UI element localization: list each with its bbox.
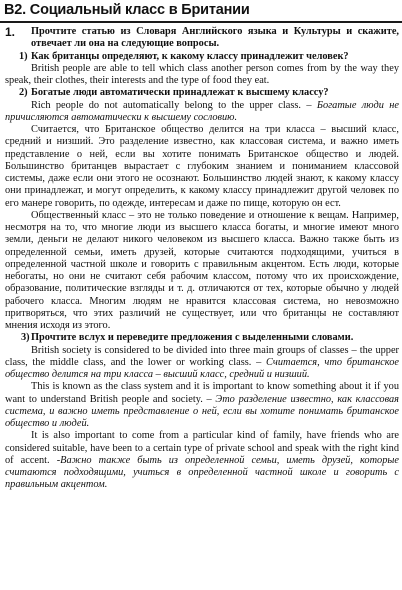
paragraph-3-russian: – Считается, что британское общество делится на три класса – высший класс, средний и низший. [5,356,399,380]
question-1-text: Как британцы определяют, к какому классу принадлежит человек? [31,50,349,62]
paragraph-4-russian: – Это разделение известно, как классовая система, и важно иметь представление о ней, если вы хотите понимать британское общество и людей. [5,393,399,429]
document-body [5,26,399,492]
question-3-number: 3) [21,332,30,344]
question-1-number: 1) [19,50,28,62]
question-2-number: 2) [19,87,28,99]
task-instruction [5,26,399,51]
paragraph-2: Общественный класс – это не только поведение и отношение к вещам. Например, несмотря на то, что многие люди из высшего класса богаты, и многие имеют много земли, деньги не делают никого человеком из высшего класса. Важно также быть из определенной семьи, иметь друзей, которые считаются подходящими, учиться в определенной частной школе и говорить с правильным акцентом. Есть люди, которые небогаты, но они не считают себя рабочим классом, потому что их происхождение, образование, политические взгляды и т. д. отличаются от тех, которые обычно у людей рабочего класса. Многим людям не нравится классовая система, но невозможно притворяться, что этих различий не существует, или что британцы не составляют мнения исходя из этого. [5,209,399,331]
question-3-text: Прочтите вслух и переведите предложения с выделенными словами. [31,332,354,344]
page-title: В2. Социальный класс в Британии [4,2,250,18]
task-text: Прочтите статью из Словаря Английского языка и Культуры и скажите, отвечает ли она на следующие вопросы. [31,26,399,50]
answer-2-english: Rich people do not automatically belong to the upper class. [31,99,302,111]
title-underline [0,21,402,23]
paragraph-4 [5,381,399,430]
question-3 [5,332,399,344]
question-1 [5,51,399,63]
paragraph-5 [5,430,399,491]
answer-2 [5,100,399,125]
paragraph-3 [5,345,399,382]
paragraph-1: Считается, что Британское общество делится на три класса – высший класс, средний и низший. Это разделение известно, как классовая система, и важно иметь представление о ней, если вы хотите понимать Британское общество и людей. Большинство британцев вырастает с глубоким знанием и пониманием классовой системы, даже если они этого не осознают. Большинство людей знают, к какому классу они принадлежат, и могут определить, к какому классу принадлежит другой человек по его манере говорить, по одежде, интересам и даже по пище, которую он ест. [5,124,399,209]
question-2-text: Богатые люди автоматически принадлежат к высшему классу? [31,87,329,99]
answer-2-russian: – Богатые люди не причисляются автоматически к высшему сословию. [5,99,399,123]
task-number: 1. [5,25,16,39]
paragraph-5-english: It is also important to come from a particular kind of family, have friends who are considered suitable, have been to a certain type of private school and speak with the right kind of accent. [5,430,399,466]
paragraph-3-english: British society is considered to be divided into three main groups of classes – the upper class, the middle class, and the lower or working class. [5,344,399,368]
paragraph-5-russian: -Важно также быть из определенной семьи, иметь друзей, которые считаются подходящими, учиться в определенной частной школе и говорить с правильным акцентом. [5,454,399,491]
question-2 [5,87,399,99]
paragraph-4-english: This is known as the class system and it is important to know something about it if you want to understand British people and society. [5,381,399,405]
answer-1-english: British people are able to tell which class another person comes from by the way they speak, their clothes, their interests and the type of food they eat. [5,62,399,86]
